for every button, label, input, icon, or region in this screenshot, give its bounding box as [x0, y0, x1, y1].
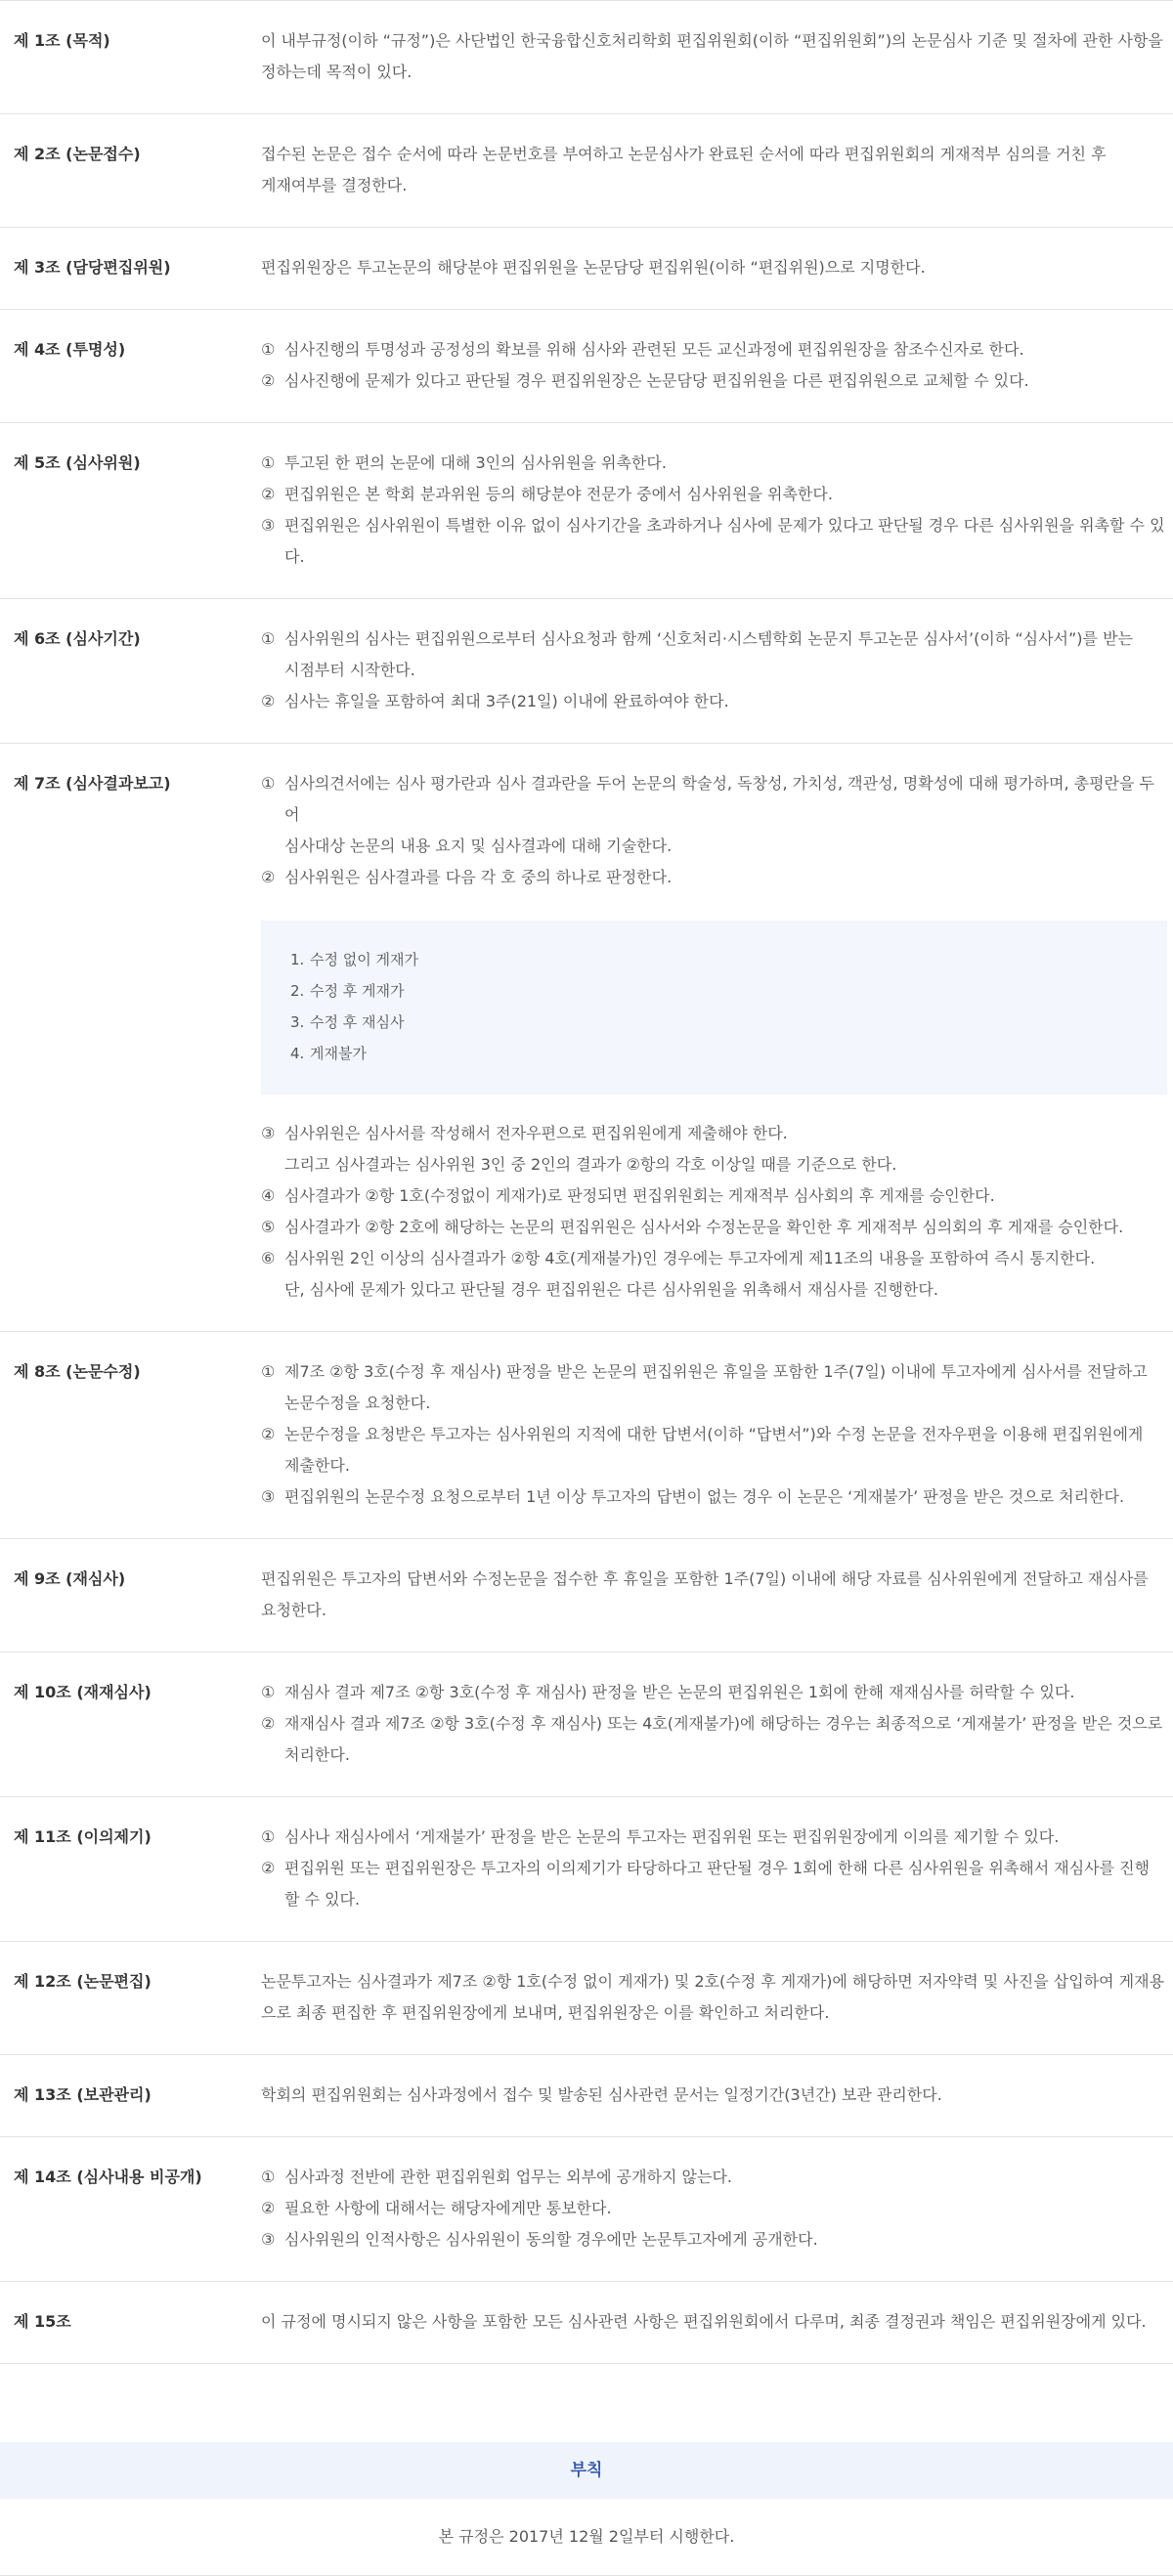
- clause-number: ②: [261, 2199, 276, 2217]
- clause-text: 심사위원의 인적사항은 심사위원이 동의할 경우에만 논문투고자에게 공개한다.: [284, 2230, 818, 2249]
- judgment-option: [290, 975, 1167, 1007]
- article-paragraph: 이 규정에 명시되지 않은 사항을 포함한 모든 심사관련 사항은 편집위원회에서 다루며, 최종 결정권과 책임은 편집위원장에게 있다.: [261, 2312, 1147, 2331]
- judgment-option: [290, 1038, 1167, 1069]
- clause-item: [261, 448, 1167, 479]
- clause-number: ①: [261, 453, 276, 472]
- clause-item: [261, 686, 1167, 717]
- article-row: [0, 598, 1173, 743]
- clause-item: [261, 623, 1167, 686]
- clause-number: ④: [261, 1186, 276, 1205]
- clause-number: ③: [261, 516, 276, 535]
- article-title: 제 10조 (재재심사): [14, 1683, 152, 1701]
- article-row: [0, 309, 1173, 422]
- article-row: [0, 1538, 1173, 1652]
- clause-text: 편집위원의 논문수정 요청으로부터 1년 이상 투고자의 답변이 없는 경우 이 논문은 ‘게재불가’ 판정을 받은 것으로 처리한다.: [284, 1487, 1125, 1506]
- article-body: [261, 1966, 1173, 2029]
- clause-item: [261, 1822, 1167, 1853]
- article-paragraph: 논문투고자는 심사결과가 제7조 ②항 1호(수정 없이 게재가) 및 2호(수정 후 게재가)에 해당하면 저자약력 및 사진을 삽입하여 게재용 으로 최종 편집한 후 편집위원장에게 보내며, 편집위원장은 이를 확인하고 처리한다.: [261, 1972, 1165, 2022]
- article-body: [261, 448, 1173, 573]
- article-body: [261, 252, 1173, 283]
- judgment-option-text: 수정 후 게재가: [310, 982, 405, 1000]
- clause-number: ①: [261, 774, 276, 793]
- clause-text: 심사결과가 ②항 1호(수정없이 게재가)로 판정되면 편집위원회는 게재적부 심사회의 후 게재를 승인한다.: [284, 1186, 995, 1205]
- clause-text: 심사결과가 ②항 2호에 해당하는 논문의 편집위원은 심사서와 수정논문을 확인한 후 게재적부 심의회의 후 게재를 승인한다.: [284, 1218, 1124, 1236]
- clause-item: [261, 1212, 1167, 1243]
- clause-text: 재재심사 결과 제7조 ②항 3호(수정 후 재심사) 또는 4호(게재불가)에 해당하는 경우는 최종적으로 ‘게재불가’ 판정을 받은 것으로 처리한다.: [284, 1714, 1163, 1764]
- judgment-option: [290, 944, 1167, 975]
- clause-text: 필요한 사항에 대해서는 해당자에게만 통보한다.: [284, 2199, 612, 2217]
- article-row: [0, 113, 1173, 227]
- article-body: [261, 2080, 1173, 2111]
- clause-number: ③: [261, 1124, 276, 1142]
- article-paragraph: 학회의 편집위원회는 심사과정에서 접수 및 발송된 심사관련 문서는 일정기간(3년간) 보관 관리한다.: [261, 2085, 942, 2104]
- clause-text: 심사진행에 문제가 있다고 판단될 경우 편집위원장은 논문담당 편집위원을 다른 편집위원으로 교체할 수 있다.: [284, 371, 1029, 390]
- clause-item: [261, 1181, 1167, 1212]
- article-title: 제 4조 (투명성): [14, 340, 126, 359]
- clause-number: ⑥: [261, 1249, 276, 1267]
- clause-text: 심사위원은 심사서를 작성해서 전자우편으로 편집위원에게 제출해야 한다. 그리고 심사결과는 심사위원 3인 중 2인의 결과가 ②항의 각호 이상일 때를 기준으로 한다.: [284, 1124, 897, 1174]
- clause-item: [261, 510, 1167, 573]
- clause-number: ②: [261, 1714, 276, 1733]
- clause-item: [261, 479, 1167, 510]
- clause-number: ③: [261, 2230, 276, 2249]
- article-row: [0, 2136, 1173, 2281]
- article-body: [261, 1677, 1173, 1771]
- clause-text: 논문수정을 요청받은 투고자는 심사위원의 지적에 대한 답변서(이하 “답변서”)와 수정 논문을 전자우편을 이용해 편집위원에게 제출한다.: [284, 1425, 1144, 1475]
- article-row: [0, 1652, 1173, 1796]
- clause-text: 제7조 ②항 3호(수정 후 재심사) 판정을 받은 논문의 편집위원은 휴일을 포함한 1주(7일) 이내에 투고자에게 심사서를 전달하고 논문수정을 요청한다.: [284, 1362, 1148, 1412]
- article-body: [261, 25, 1173, 88]
- article-title: 제 12조 (논문편집): [14, 1972, 152, 1991]
- article-body: [261, 1564, 1173, 1626]
- clause-number: ②: [261, 868, 276, 886]
- article-body: [261, 623, 1173, 717]
- clause-number: ②: [261, 371, 276, 390]
- judgment-option-number: 1.: [290, 951, 305, 968]
- clause-item: [261, 2193, 1167, 2224]
- article-paragraph: 접수된 논문은 접수 순서에 따라 논문번호를 부여하고 논문심사가 완료된 순서에 따라 편집위원회의 게재적부 심의를 거친 후 게재여부를 결정한다.: [261, 145, 1107, 194]
- clause-item: [261, 1481, 1167, 1513]
- article-body: [261, 1356, 1173, 1513]
- article-body: [261, 334, 1173, 397]
- clause-item: [261, 1708, 1167, 1771]
- article-title: 제 5조 (심사위원): [14, 453, 141, 472]
- clause-text: 편집위원 또는 편집위원장은 투고자의 이의제기가 타당하다고 판단될 경우 1회에 한해 다른 심사위원을 위촉해서 재심사를 진행 할 수 있다.: [284, 1859, 1151, 1909]
- clause-number: ②: [261, 485, 276, 503]
- clause-number: ⑤: [261, 1218, 276, 1236]
- article-row: [0, 227, 1173, 309]
- clause-item: [261, 2162, 1167, 2193]
- clause-text: 심사위원은 심사결과를 다음 각 호 중의 하나로 판정한다.: [284, 868, 673, 886]
- clause-text: 심사과정 전반에 관한 편집위원회 업무는 외부에 공개하지 않는다.: [284, 2168, 733, 2186]
- clause-text: 심사위원 2인 이상의 심사결과가 ②항 4호(게재불가)인 경우에는 투고자에게 제11조의 내용을 포함하여 즉시 통지한다. 단, 심사에 문제가 있다고 판단될 경우 편집위원은 다른 심사위원을 위촉해서 재심사를 진행한다.: [284, 1249, 1096, 1299]
- clause-item: [261, 1118, 1167, 1181]
- judgment-option-text: 수정 후 재심사: [310, 1013, 405, 1031]
- clause-text: 심사의견서에는 심사 평가란과 심사 결과란을 두어 논문의 학술성, 독창성, 가치성, 객관성, 명확성에 대해 평가하며, 총평란을 두어 심사대상 논문의 내용 요지 및 심사결과에 대해 기술한다.: [284, 774, 1154, 855]
- clause-number: ①: [261, 2168, 276, 2186]
- clause-item: [261, 862, 1167, 893]
- judgment-option-number: 2.: [290, 982, 305, 1000]
- clause-text: 심사위원의 심사는 편집위원으로부터 심사요청과 함께 ‘신호처리·시스템학회 논문지 투고논문 심사서’(이하 “심사서”)를 받는 시점부터 시작한다.: [284, 629, 1133, 679]
- clause-number: ②: [261, 692, 276, 710]
- article-title: 제 13조 (보관관리): [14, 2085, 152, 2104]
- article-row: [0, 2281, 1173, 2364]
- article-row: [0, 1941, 1173, 2054]
- clause-text: 심사는 휴일을 포함하여 최대 3주(21일) 이내에 완료하여야 한다.: [284, 692, 729, 710]
- article-row: [0, 0, 1173, 113]
- article-body: [261, 2306, 1173, 2338]
- judgment-option-number: 3.: [290, 1013, 305, 1031]
- article-title: 제 1조 (목적): [14, 31, 110, 50]
- clause-text: 투고된 한 편의 논문에 대해 3인의 심사위원을 위촉한다.: [284, 453, 667, 472]
- article-row: [0, 2054, 1173, 2136]
- article-paragraph: 편집위원장은 투고논문의 해당분야 편집위원을 논문담당 편집위원(이하 “편집위원)으로 지명한다.: [261, 258, 926, 277]
- article-body: [261, 768, 1173, 1306]
- clause-number: ①: [261, 340, 276, 359]
- article-title: 제 9조 (재심사): [14, 1569, 126, 1588]
- clause-text: 심사진행의 투명성과 공정성의 확보를 위해 심사와 관련된 모든 교신과정에 편집위원장을 참조수신자로 한다.: [284, 340, 1024, 359]
- judgment-option-text: 게재불가: [310, 1045, 367, 1062]
- clause-number: ①: [261, 629, 276, 648]
- article-title: 제 11조 (이의제기): [14, 1827, 152, 1846]
- article-body: [261, 1822, 1173, 1915]
- clause-number: ②: [261, 1859, 276, 1877]
- clause-item: [261, 768, 1167, 862]
- clause-number: ③: [261, 1487, 276, 1506]
- judgment-option-number: 4.: [290, 1045, 305, 1062]
- article-title: 제 14조 (심사내용 비공개): [14, 2168, 202, 2186]
- article-row: [0, 422, 1173, 598]
- article-title: 제 7조 (심사결과보고): [14, 774, 171, 793]
- clause-number: ①: [261, 1362, 276, 1381]
- article-row: [0, 743, 1173, 1331]
- clause-number: ②: [261, 1425, 276, 1443]
- article-title: 제 3조 (담당편집위원): [14, 258, 171, 277]
- judgment-option-text: 수정 없이 게재가: [310, 951, 418, 968]
- article-title: 제 8조 (논문수정): [14, 1362, 141, 1381]
- clause-item: [261, 1677, 1167, 1708]
- article-body: [261, 139, 1173, 201]
- clause-item: [261, 334, 1167, 365]
- article-paragraph: 이 내부규정(이하 “규정”)은 사단법인 한국융합신호처리학회 편집위원회(이하 “편집위원회”)의 논문심사 기준 및 절차에 관한 사항을 정하는데 목적이 있다.: [261, 31, 1163, 81]
- clause-item: [261, 1356, 1167, 1419]
- article-paragraph: 편집위원은 투고자의 답변서와 수정논문을 접수한 후 휴일을 포함한 1주(7일) 이내에 해당 자료를 심사위원에게 전달하고 재심사를 요청한다.: [261, 1569, 1149, 1619]
- clause-item: [261, 1419, 1167, 1481]
- article-body: [261, 2162, 1173, 2255]
- annex-title: 부칙: [0, 2442, 1173, 2499]
- article-title: 제 15조: [14, 2312, 71, 2331]
- clause-item: [261, 2224, 1167, 2255]
- spacer: [0, 2364, 1173, 2442]
- clause-item: [261, 1853, 1167, 1915]
- clause-number: ①: [261, 1827, 276, 1846]
- clause-number: ①: [261, 1683, 276, 1701]
- article-title: 제 2조 (논문접수): [14, 145, 141, 163]
- article-row: [0, 1331, 1173, 1538]
- judgment-option: [290, 1007, 1167, 1038]
- clause-item: [261, 1243, 1167, 1306]
- clause-text: 편집위원은 심사위원이 특별한 이유 없이 심사기간을 초과하거나 심사에 문제가 있다고 판단될 경우 다른 심사위원을 위촉할 수 있다.: [284, 516, 1165, 566]
- clause-item: [261, 365, 1167, 397]
- clause-text: 심사나 재심사에서 ‘게재불가’ 판정을 받은 논문의 투고자는 편집위원 또는 편집위원장에게 이의를 제기할 수 있다.: [284, 1827, 1060, 1846]
- clause-text: 재심사 결과 제7조 ②항 3호(수정 후 재심사) 판정을 받은 논문의 편집위원은 1회에 한해 재재심사를 허락할 수 있다.: [284, 1683, 1075, 1701]
- annex-text: 본 규정은 2017년 12월 2일부터 시행한다.: [0, 2499, 1173, 2576]
- article-row: [0, 1796, 1173, 1941]
- judgment-options-box: [261, 921, 1167, 1095]
- clause-text: 편집위원은 본 학회 분과위원 등의 해당분야 전문가 중에서 심사위원을 위촉한다.: [284, 485, 833, 503]
- article-title: 제 6조 (심사기간): [14, 629, 141, 648]
